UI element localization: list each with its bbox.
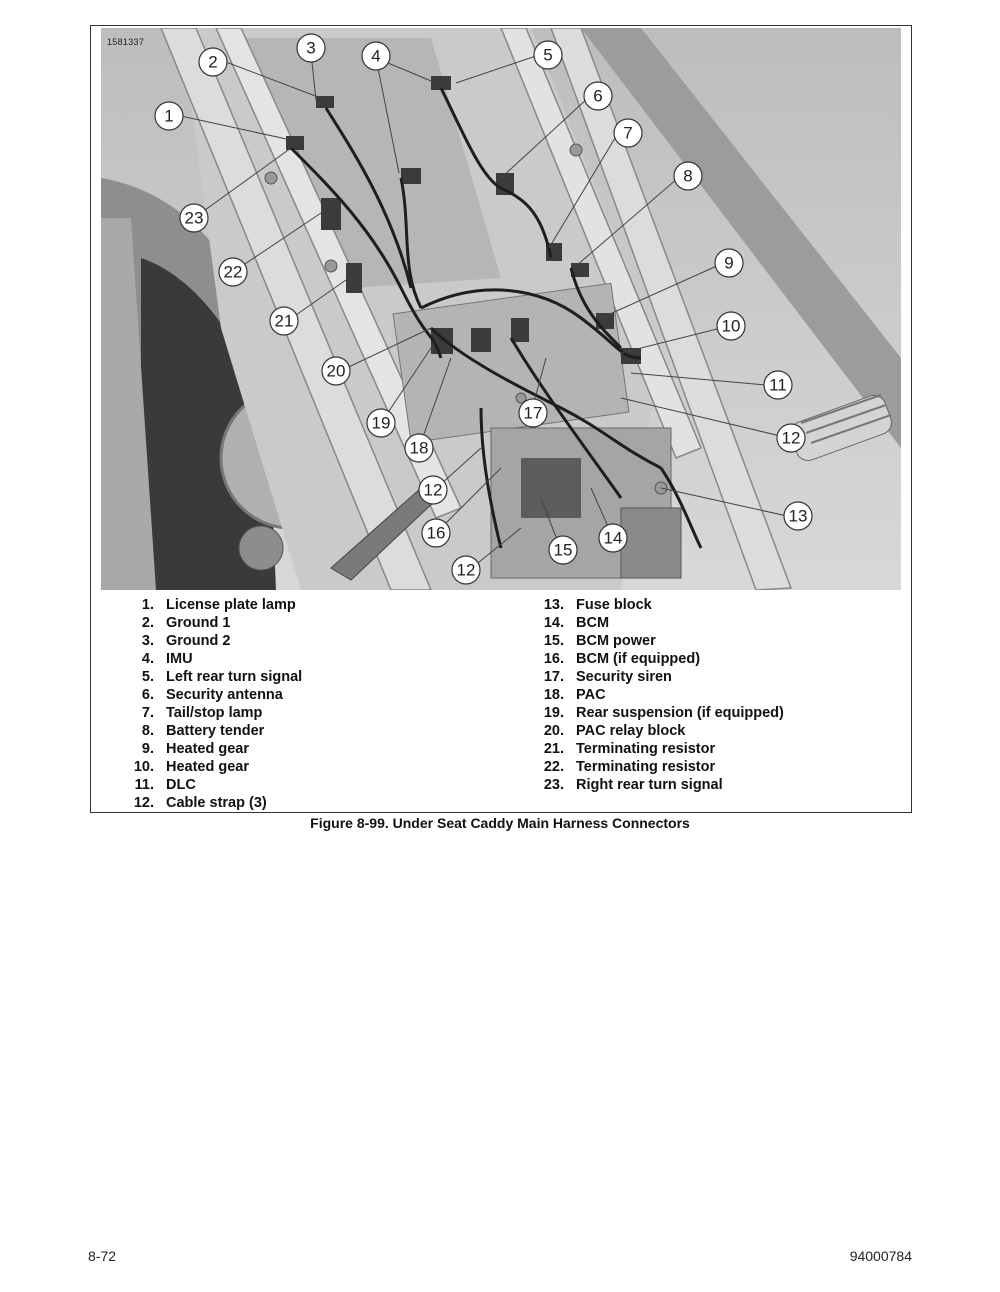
legend-number: 20. [543,723,564,739]
legend-item [116,668,496,686]
legend-number: 6. [141,687,154,703]
legend-label: Ground 1 [166,615,231,631]
callout-1 [155,102,183,130]
legend-item [526,686,906,704]
legend-item [526,650,906,668]
legend-left [116,596,496,812]
legend-label: Security siren [576,669,672,685]
legend-item [116,686,496,704]
legend-number: 8. [141,723,154,739]
harness-illustration [101,28,901,590]
svg-text:23: 23 [184,208,204,228]
callout-12c [452,556,480,584]
legend-label: DLC [166,777,196,793]
legend-item [116,596,496,614]
legend-label: Right rear turn signal [576,777,723,793]
legend-number: 3. [141,633,154,649]
callout-22 [219,258,247,286]
callout-5 [534,41,562,69]
callout-8 [674,162,702,190]
legend-label: Tail/stop lamp [166,705,263,721]
legend-label: BCM [576,615,610,631]
svg-text:2: 2 [208,52,218,72]
svg-text:8: 8 [683,166,693,186]
svg-text:7: 7 [623,123,633,143]
legend-number: 2. [141,615,154,631]
svg-text:21: 21 [274,311,294,331]
callout-9 [715,249,743,277]
svg-text:12: 12 [781,428,801,448]
legend-item [526,668,906,686]
legend-label: BCM power [576,633,656,649]
callout-14 [599,524,627,552]
legend-item [526,614,906,632]
legend-label: PAC [576,687,606,703]
legend-label: Rear suspension (if equipped) [576,705,784,721]
svg-text:3: 3 [306,38,316,58]
legend-item [116,704,496,722]
callout-2 [199,48,227,76]
svg-text:19: 19 [371,413,391,433]
legend-label: Security antenna [166,687,283,703]
legend-label: Heated gear [166,759,250,775]
legend-item [526,758,906,776]
callout-19 [367,409,395,437]
legend-number: 12. [133,795,154,811]
svg-text:15: 15 [553,540,573,560]
callout-10 [717,312,745,340]
legend-item [116,776,496,794]
legend-item [116,632,496,650]
legend-label: Terminating resistor [576,741,716,757]
legend-number: 19. [543,705,564,721]
legend-item [526,740,906,758]
legend-number: 4. [141,651,154,667]
legend-label: Battery tender [166,723,265,739]
callout-12a [777,424,805,452]
svg-text:1: 1 [164,106,174,126]
callout-17 [519,399,547,427]
callout-6 [584,82,612,110]
svg-text:12: 12 [456,560,476,580]
legend-number: 7. [141,705,154,721]
image-id: 1581337 [107,37,145,47]
harness-photo [101,28,901,590]
svg-text:5: 5 [543,45,553,65]
svg-text:18: 18 [409,438,429,458]
figure-frame [90,25,912,813]
legend-number: 13. [543,597,564,613]
legend-number: 21. [543,741,564,757]
legend-number: 22. [543,759,564,775]
legend-number: 9. [141,741,154,757]
legend-label: Terminating resistor [576,759,716,775]
svg-text:4: 4 [371,46,381,66]
callout-23 [180,204,208,232]
callout-20 [322,357,350,385]
legend-item [116,614,496,632]
callout-12b [419,476,447,504]
figure-caption: Figure 8-99. Under Seat Caddy Main Harness Connectors [310,815,690,831]
legend-item [116,794,496,812]
svg-text:6: 6 [593,86,603,106]
legend-label: BCM (if equipped) [576,651,701,667]
legend-item [116,650,496,668]
legend-label: IMU [166,651,193,667]
callout-7 [614,119,642,147]
callout-4 [362,42,390,70]
legend-item [116,758,496,776]
callout-21 [270,307,298,335]
legend-label: License plate lamp [166,597,296,613]
legend-item [526,704,906,722]
legend-item [116,722,496,740]
callout-16 [422,519,450,547]
legend-number: 5. [141,669,154,685]
callout-3 [297,34,325,62]
legend-label: Heated gear [166,741,250,757]
svg-text:22: 22 [223,262,243,282]
svg-text:9: 9 [724,253,734,273]
callout-11 [764,371,792,399]
legend-number: 10. [133,759,154,775]
callout-18 [405,434,433,462]
document-number: 94000784 [849,1248,912,1264]
legend-label: Cable strap (3) [166,795,267,811]
svg-text:14: 14 [603,528,623,548]
svg-text:12: 12 [423,480,443,500]
legend-number: 1. [141,597,154,613]
svg-text:17: 17 [523,403,543,423]
legend-label: Fuse block [576,597,652,613]
legend-number: 11. [134,777,154,793]
legend-right [526,596,906,794]
svg-text:11: 11 [769,375,787,395]
legend-item [526,776,906,794]
page-number: 8-72 [88,1248,117,1264]
svg-text:10: 10 [721,316,741,336]
legend-number: 14. [543,615,564,631]
legend-number: 18. [543,687,564,703]
callout-13 [784,502,812,530]
legend-item [526,722,906,740]
legend-number: 23. [543,777,564,793]
callout-15 [549,536,577,564]
legend-number: 17. [543,669,564,685]
legend-label: Left rear turn signal [166,669,303,685]
svg-text:16: 16 [426,523,446,543]
legend-number: 15. [543,633,564,649]
legend-item [116,740,496,758]
legend-item [526,596,906,614]
legend-number: 16. [543,651,564,667]
legend-item [526,632,906,650]
svg-text:20: 20 [326,361,346,381]
svg-text:13: 13 [788,506,808,526]
legend-label: PAC relay block [576,723,686,739]
legend-label: Ground 2 [166,633,231,649]
